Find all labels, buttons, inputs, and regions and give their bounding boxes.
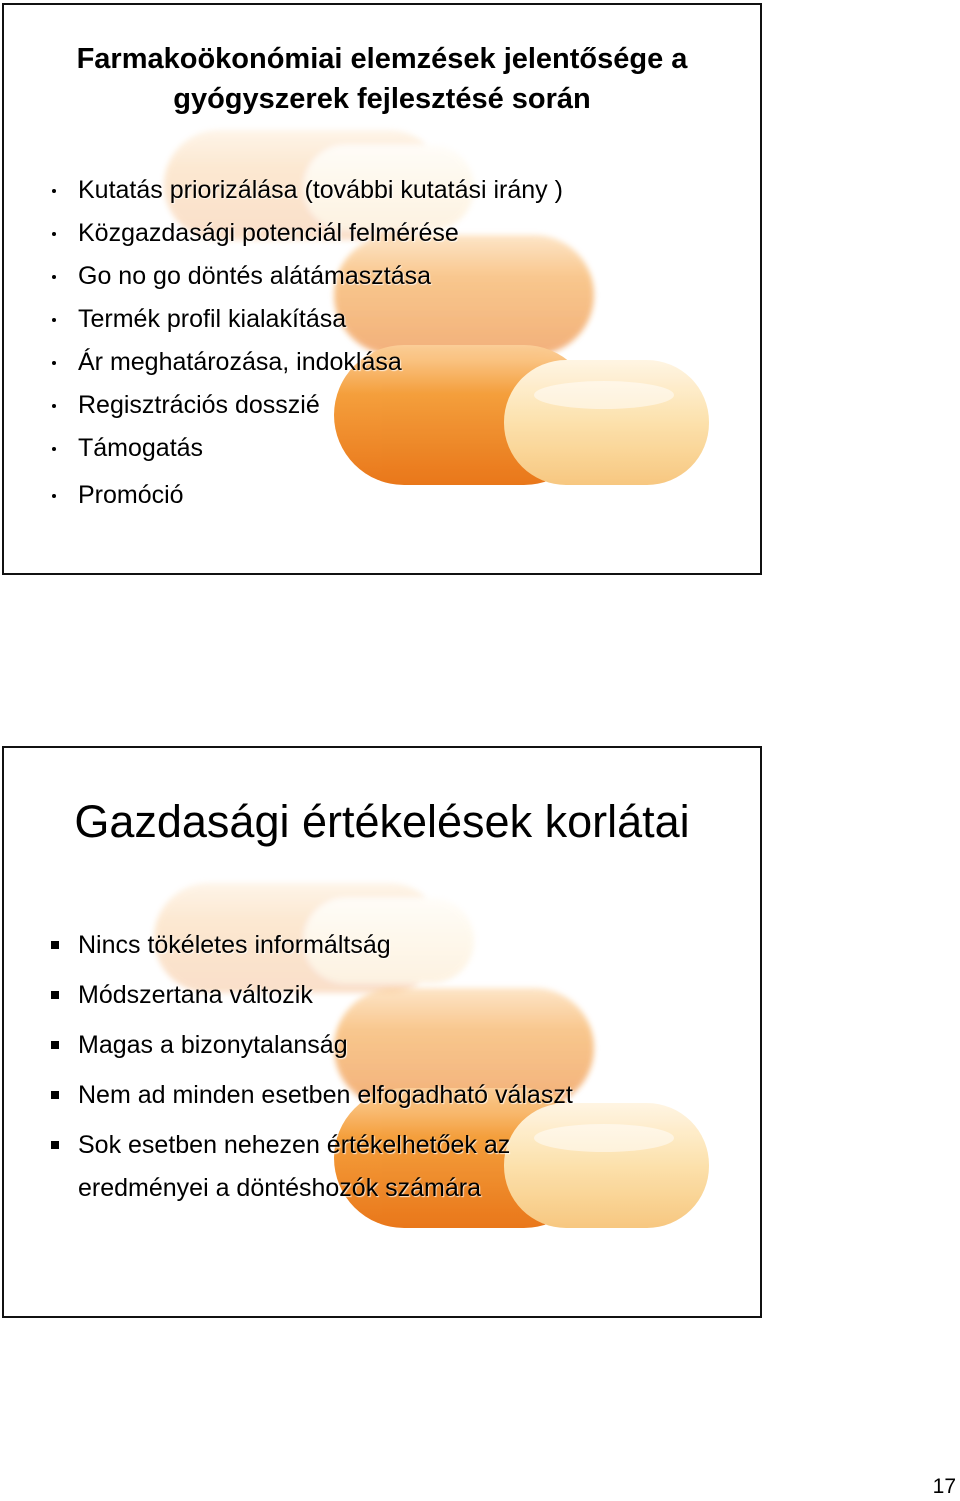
slide-2-bullet-list (48, 924, 573, 1217)
slide-1 (2, 3, 762, 575)
list-item: Közgazdasági potenciál felmérése (46, 212, 563, 255)
bullet-square-icon (51, 1141, 59, 1149)
list-item: Ár meghatározása, indoklása (46, 341, 563, 384)
bullet-dot-icon (52, 361, 56, 365)
bullet-dot-icon (52, 447, 56, 451)
bullet-dot-icon (52, 494, 56, 498)
list-item: Kutatás priorizálása (további kutatási irány ) (46, 169, 563, 212)
slide-1-title (4, 39, 760, 119)
page-number: 17 (932, 1475, 956, 1498)
slide-2-title: Gazdasági értékelések korlátai (74, 796, 690, 847)
slide-2 (2, 746, 762, 1318)
list-item: Nincs tökéletes informáltság (48, 924, 573, 967)
list-item: Termék profil kialakítása (46, 298, 563, 341)
bullet-dot-icon (52, 189, 56, 193)
slide-1-title-line-1: Farmakoökonómiai elemzések jelentősége a (76, 43, 688, 75)
bullet-dot-icon (52, 232, 56, 236)
bullet-dot-icon (52, 318, 56, 322)
bullet-square-icon (51, 991, 59, 999)
bullet-square-icon (51, 1091, 59, 1099)
list-item: Nem ad minden esetben elfogadható választ (48, 1074, 573, 1117)
list-item: Regisztrációs dosszié (46, 384, 563, 427)
slide-1-title-line-2: gyógyszerek fejlesztésé során (173, 83, 591, 115)
list-item-line-2: eredményei a döntéshozók számára (78, 1174, 482, 1202)
bullet-square-icon (51, 941, 59, 949)
list-item: Promóció (46, 474, 563, 517)
list-item: Go no go döntés alátámasztása (46, 255, 563, 298)
list-item: Magas a bizonytalanság (48, 1024, 573, 1067)
bullet-dot-icon (52, 275, 56, 279)
list-item: Módszertana változik (48, 974, 573, 1017)
slide-1-bullet-list (46, 169, 563, 517)
list-item (48, 1124, 573, 1210)
bullet-square-icon (51, 1041, 59, 1049)
list-item: Támogatás (46, 427, 563, 470)
bullet-dot-icon (52, 404, 56, 408)
list-item-line-1: Sok esetben nehezen értékelhetőek az (78, 1131, 511, 1159)
